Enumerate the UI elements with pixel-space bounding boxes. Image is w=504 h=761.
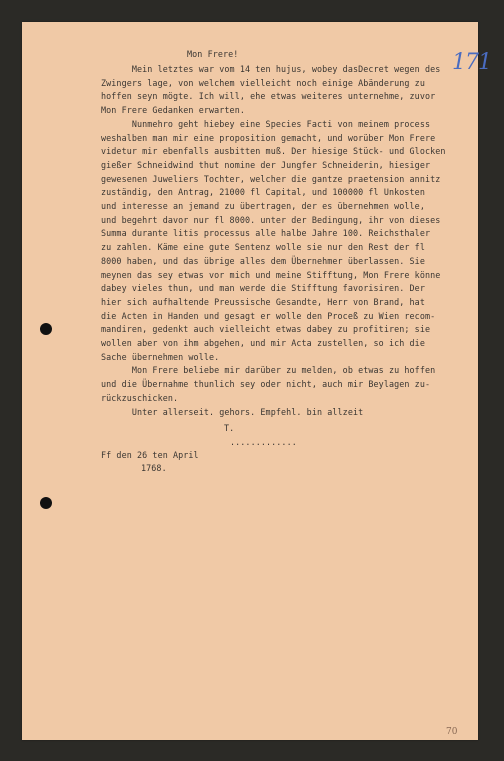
letter-line: videtur mir ebenfalls ausbitten muß. Der hiesige Stück- und Glocken: [101, 146, 446, 157]
letter-line: rückzuschicken.: [101, 392, 179, 403]
letter-line: Mon Frere Gedanken erwarten.: [101, 105, 245, 116]
letter-line: meynen das sey etwas vor mich und meine Stifftung, Mon Frere könne: [101, 269, 441, 280]
letter-line: gießer Schneidwind thut nomine der Jungfer Schneiderin, hiesiger: [101, 159, 431, 170]
letter-line: Summa durante litis processus alle halbe Jahre 100. Reichsthaler: [101, 228, 431, 239]
letter-line: 8000 haben, und das übrige alles dem Übernehmer überlassen. Sie: [101, 255, 425, 266]
punch-hole-upper: [40, 323, 52, 335]
signature-dots: .............: [230, 437, 297, 447]
letter-line: Mon Frere beliebe mir darüber zu melden, ob etwas zu hoffen: [101, 365, 436, 376]
letter-line: dabey vieles thun, und man werde die Stifftung favorisiren. Der: [101, 283, 425, 294]
letter-line: Nunmehro geht hiebey eine Species Facti von meinem process: [101, 118, 431, 129]
letter-line: weshalben man mir eine proposition gemacht, und worüber Mon Frere: [101, 132, 436, 143]
letter-line: und begehrt davor nur fl 8000. unter der Bedingung, ihr von dieses: [101, 214, 441, 225]
page-number: 70: [446, 727, 458, 737]
letter-line: Unter allerseit. gehors. Empfehl. bin allzeit: [101, 406, 364, 417]
letter-line: hier sich aufhaltende Preussische Gesandte, Herr von Brand, hat: [101, 296, 425, 307]
letter-line: und die Übernahme thunlich sey oder nicht, auch mir Beylagen zu-: [101, 379, 431, 390]
letter-line: mandiren, gedenkt auch vielleicht etwas dabey zu profitiren; sie: [101, 324, 431, 335]
letter-line: hoffen seyn mögte. Ich will, ehe etwas weiteres unternehme, zuvor: [101, 91, 436, 102]
letter-line: zuständig, den Antrag, 21000 fl Capital, und 100000 fl Unkosten: [101, 187, 425, 198]
letter-line: gewesenen Juweliers Tochter, welcher die gantze praetension annitz: [101, 173, 441, 184]
letter-line: Mein letztes war vom 14 ten hujus, wobey dasDecret wegen des: [101, 64, 441, 74]
place-date: Ff den 26 ten April: [101, 450, 199, 460]
folio-mark: 171: [452, 50, 491, 75]
salutation: Mon Frere!: [187, 49, 239, 59]
letter-line: die Acten in Handen und gesagt er wolle den Proceß zu Wien recom-: [101, 310, 436, 321]
letter-line: Zwingers lage, von welchem vielleicht noch einige Abänderung zu: [101, 77, 425, 88]
letter-line: und interesse an jemand zu übertragen, der es übernehmen wolle,: [101, 201, 425, 211]
signature-initial: T.: [224, 423, 235, 433]
letter-line: wollen aber von ihm abgehen, und mir Acta zustellen, so ich die: [101, 338, 425, 348]
punch-hole-lower: [40, 497, 52, 509]
letter-line: Sache übernehmen wolle.: [101, 351, 220, 362]
year: 1768.: [141, 463, 167, 473]
letter-line: zu zahlen. Käme eine gute Sentenz wolle sie nur den Rest der fl: [101, 242, 425, 253]
